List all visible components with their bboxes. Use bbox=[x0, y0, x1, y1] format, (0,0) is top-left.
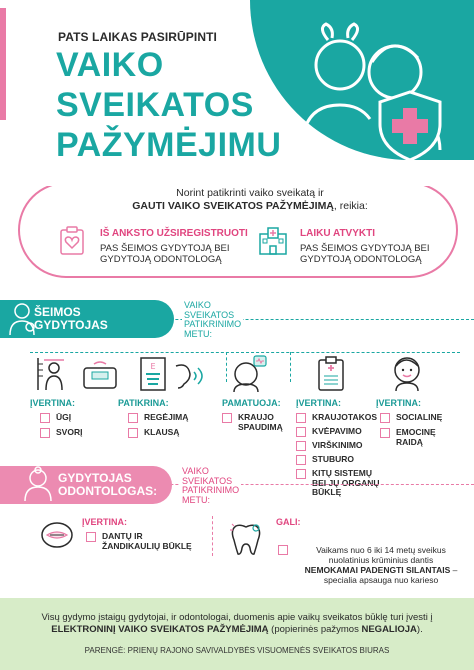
dentist-note-1: VAIKO bbox=[182, 466, 209, 476]
item-label-l1: KRAUJO bbox=[238, 412, 274, 422]
col-topline bbox=[30, 352, 460, 353]
family-col1-list bbox=[40, 413, 82, 438]
item-label: KLAUSĄ bbox=[144, 427, 180, 437]
family-col3-head: PAMATUOJA: bbox=[222, 398, 281, 408]
item-label: SVORĮ bbox=[56, 427, 83, 437]
checkbox[interactable] bbox=[40, 428, 50, 438]
dentist-col2-l4: specialia apsauga nuo karieso bbox=[323, 575, 439, 585]
dentist-col2-head: GALI: bbox=[276, 517, 301, 527]
checkbox[interactable] bbox=[296, 413, 306, 423]
page-kicker: PATS LAIKAS PASIRŪPINTI bbox=[58, 30, 217, 44]
item-label-l2: ŽANDIKAULIŲ BŪKLĘ bbox=[102, 540, 192, 551]
checklist-item[interactable] bbox=[128, 413, 188, 423]
page-title-line1: VAIKO bbox=[56, 46, 164, 84]
item-label: ŪGĮ bbox=[56, 412, 72, 422]
dentist-icon bbox=[22, 466, 56, 502]
clipboard-heart-icon bbox=[58, 226, 86, 256]
dentist-col2-l3: NEMOKAMAI PADENGTI SILANTAIS bbox=[304, 565, 451, 575]
mouth-icon bbox=[40, 520, 74, 550]
col-divider bbox=[290, 352, 291, 382]
intro-bold: GAUTI VAIKO SVEIKATOS PAŽYMĖJIMĄ bbox=[132, 200, 334, 212]
checkbox[interactable] bbox=[296, 427, 306, 437]
item-label bbox=[238, 413, 283, 432]
footer-text bbox=[22, 612, 452, 636]
item-label bbox=[102, 532, 192, 551]
medical-report-icon bbox=[316, 356, 346, 392]
checklist-item[interactable] bbox=[222, 413, 283, 432]
item-label: KVĖPAVIMO bbox=[312, 426, 362, 436]
family-col5-head: ĮVERTINA: bbox=[376, 398, 421, 408]
item-label-l1: EMOCINĘ bbox=[396, 427, 436, 437]
family-col5-list bbox=[380, 413, 442, 447]
footer-credit: PARENGĖ: PRIENŲ RAJONO SAVIVALDYBĖS VISUOMENĖS SVEIKATOS BIURAS bbox=[84, 646, 390, 655]
item-label: SOCIALINĘ bbox=[396, 412, 443, 422]
checklist-item[interactable] bbox=[296, 413, 380, 423]
item-label-l1: KITŲ SISTEMŲ bbox=[312, 468, 372, 478]
dentist-col1-head: ĮVERTINA: bbox=[82, 517, 127, 527]
blood-pressure-icon bbox=[230, 354, 268, 394]
family-col3-list bbox=[222, 413, 283, 432]
item-label-l2: RAIDĄ bbox=[396, 436, 423, 447]
item-label: STUBURO bbox=[312, 454, 355, 464]
dentist-note bbox=[180, 467, 241, 505]
dentist-pill-line2: ODONTOLOGAS: bbox=[58, 484, 158, 498]
height-scale-icon bbox=[34, 356, 66, 392]
checklist-item[interactable] bbox=[296, 455, 380, 465]
intro-line1: Norint patikrinti vaiko sveikatą ir bbox=[176, 187, 324, 199]
family-pill-line1: ŠEIMOS bbox=[34, 305, 81, 319]
checkbox[interactable] bbox=[380, 428, 390, 438]
checklist-item[interactable] bbox=[40, 428, 82, 438]
family-note-3: PATIKRINIMO bbox=[184, 319, 242, 329]
dentist-note-3: PATIKRINIMO bbox=[182, 485, 240, 495]
checkbox[interactable] bbox=[296, 441, 306, 451]
checkbox[interactable] bbox=[296, 469, 306, 479]
eye-chart-icon bbox=[138, 356, 168, 392]
family-col4-head: ĮVERTINA: bbox=[296, 398, 341, 408]
item-label: REGĖJIMĄ bbox=[144, 412, 189, 422]
checkbox[interactable] bbox=[128, 413, 138, 423]
dentist-col2-l2: nuolatinius krūminius dantis bbox=[328, 555, 434, 565]
family-note-2: SVEIKATOS bbox=[184, 309, 235, 320]
footer-bold2: NEGALIOJA bbox=[361, 624, 417, 635]
item-label: VIRŠKINIMO bbox=[312, 440, 363, 450]
checkbox[interactable] bbox=[296, 455, 306, 465]
req2-title: LAIKU ATVYKTI bbox=[300, 228, 375, 239]
checklist-item[interactable] bbox=[296, 427, 380, 437]
item-label: KRAUJOTAKOS bbox=[312, 412, 378, 422]
req1-title: IŠ ANKSTO UŽSIREGISTRUOTI bbox=[100, 228, 248, 239]
dentist-col2-l1: Vaikams nuo 6 iki 14 metų sveikus bbox=[316, 545, 446, 555]
dentist-pill-line1: GYDYTOJAS bbox=[58, 471, 132, 485]
intro-rest: , reikia: bbox=[333, 200, 368, 212]
req2-text1: PAS ŠEIMOS GYDYTOJĄ BEI bbox=[300, 243, 430, 254]
checklist-item[interactable] bbox=[128, 428, 188, 438]
svg-text:E: E bbox=[150, 362, 156, 371]
dentist-col2-box[interactable] bbox=[278, 545, 294, 555]
checklist-item[interactable] bbox=[40, 413, 82, 423]
family-col2-head: PATIKRINA: bbox=[118, 398, 169, 408]
dentist-col2-text bbox=[296, 545, 466, 585]
item-label bbox=[396, 428, 436, 447]
children-shield-icon bbox=[280, 10, 470, 160]
family-col1-head: ĮVERTINA: bbox=[30, 398, 75, 408]
family-note-4: METU: bbox=[184, 328, 212, 339]
hospital-icon bbox=[258, 226, 288, 256]
family-note bbox=[182, 301, 243, 339]
intro-text bbox=[100, 187, 400, 213]
footer-line1: Visų gydymo įstaigų gydytojai, ir odontologai, duomenis apie vaikų sveikatos būklę turi įvesti į bbox=[41, 612, 433, 623]
weight-scale-icon bbox=[82, 360, 118, 390]
item-label-l2: SPAUDIMĄ bbox=[238, 421, 283, 432]
req2-text2: GYDYTOJĄ ODONTOLOGĄ bbox=[300, 254, 422, 265]
col-divider bbox=[212, 516, 213, 556]
checkbox[interactable] bbox=[128, 428, 138, 438]
footer-end: ). bbox=[416, 624, 423, 635]
tooth-icon bbox=[228, 520, 264, 556]
checkbox[interactable] bbox=[222, 413, 232, 423]
item-label-l3: BŪKLĘ bbox=[312, 487, 342, 497]
dentist-col1-list bbox=[86, 532, 192, 551]
footer-bold: ELEKTRONINĮ VAIKO SVEIKATOS PAŽYMĖJIMĄ bbox=[51, 624, 269, 635]
checklist-item[interactable] bbox=[296, 441, 380, 451]
family-pill-line2: GYDYTOJAS bbox=[34, 318, 108, 332]
checklist-item[interactable] bbox=[380, 413, 442, 423]
requirement-register bbox=[100, 228, 248, 265]
checkbox[interactable] bbox=[40, 413, 50, 423]
dentist-note-2: SVEIKATOS bbox=[182, 475, 233, 486]
checklist-item[interactable] bbox=[380, 428, 442, 447]
family-note-1: VAIKO bbox=[184, 300, 211, 310]
checkbox[interactable] bbox=[380, 413, 390, 423]
req1-text2: GYDYTOJĄ ODONTOLOGĄ bbox=[100, 254, 222, 265]
page-title-line3: PAŽYMĖJIMU bbox=[56, 126, 282, 164]
item-label-l2: BEI JŲ ORGANŲ bbox=[312, 477, 380, 488]
dentist-col2-l3-rest: – bbox=[450, 565, 458, 575]
footer-mid: (popierinės pažymos bbox=[268, 624, 362, 635]
doctor-icon bbox=[8, 302, 38, 336]
child-face-icon bbox=[390, 354, 424, 392]
checklist-item[interactable] bbox=[86, 532, 192, 551]
page-title-line2: SVEIKATOS bbox=[56, 86, 254, 124]
checkbox[interactable] bbox=[278, 545, 288, 555]
col-divider bbox=[226, 352, 227, 382]
req1-text1: PAS ŠEIMOS GYDYTOJĄ BEI bbox=[100, 243, 230, 254]
ear-icon bbox=[168, 362, 204, 392]
item-label-l1: DANTŲ IR bbox=[102, 531, 143, 541]
accent-bar bbox=[0, 8, 6, 120]
requirement-arrive bbox=[300, 228, 430, 265]
checkbox[interactable] bbox=[86, 532, 96, 542]
family-col2-list bbox=[128, 413, 188, 438]
dentist-note-4: METU: bbox=[182, 494, 210, 505]
